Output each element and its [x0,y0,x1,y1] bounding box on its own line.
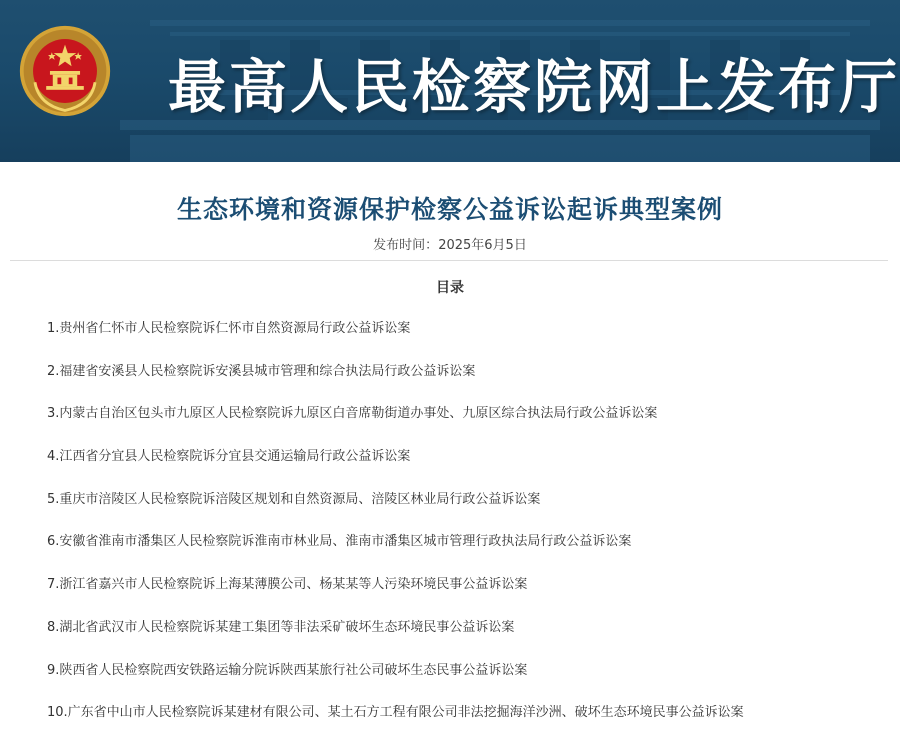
site-banner [0,0,900,162]
toc-item [47,362,887,405]
toc-item [47,532,887,575]
toc-item [47,447,887,490]
toc-list [47,319,887,746]
toc-link-10[interactable]: 10.广东省中山市人民检察院诉某建材有限公司、某土石方工程有限公司非法挖掘海洋沙洲、破坏生态环境民事公益诉讼案 [47,705,744,721]
toc-title: 目录 [436,280,464,296]
toc-link-1[interactable]: 1.贵州省仁怀市人民检察院诉仁怀市自然资源局行政公益诉讼案 [47,321,411,336]
toc-item [47,490,887,533]
toc-link-2[interactable]: 2.福建省安溪县人民检察院诉安溪县城市管理和综合执法局行政公益诉讼案 [47,363,476,379]
toc-item [47,661,887,704]
toc-link-7[interactable]: 7.浙江省嘉兴市人民检察院诉上海某薄膜公司、杨某某等人污染环境民事公益诉讼案 [47,577,528,593]
site-title: 最高人民检察院网上发布厅 [168,53,900,121]
publish-date: 2025年6月5日 [438,238,527,253]
toc-item [47,404,887,447]
toc-item [47,618,887,661]
divider [10,260,888,261]
toc-link-5[interactable]: 5.重庆市涪陵区人民检察院诉涪陵区规划和自然资源局、涪陵区林业局行政公益诉讼案 [47,491,541,507]
publish-time [0,234,900,253]
toc-link-3[interactable]: 3.内蒙古自治区包头市九原区人民检察院诉九原区白音席勒街道办事处、九原区综合执法局行政公益诉讼案 [47,406,658,422]
publish-label: 发布时间： [373,238,439,253]
toc-link-4[interactable]: 4.江西省分宜县人民检察院诉分宜县交通运输局行政公益诉讼案 [47,449,411,465]
toc-link-6[interactable]: 6.安徽省淮南市潘集区人民检察院诉淮南市林业局、淮南市潘集区城市管理行政执法局行政公益诉讼案 [47,534,632,550]
toc-link-9[interactable]: 9.陕西省人民检察院西安铁路运输分院诉陕西某旅行社公司破坏生态民事公益诉讼案 [47,662,528,678]
toc-item [47,319,887,362]
procuratorate-emblem-icon [18,24,112,118]
article-title: 生态环境和资源保护检察公益诉讼起诉典型案例 [176,195,723,224]
toc-link-8[interactable]: 8.湖北省武汉市人民检察院诉某建工集团等非法采矿破坏生态环境民事公益诉讼案 [47,619,515,635]
toc-item [47,575,887,618]
toc-item [47,703,887,746]
